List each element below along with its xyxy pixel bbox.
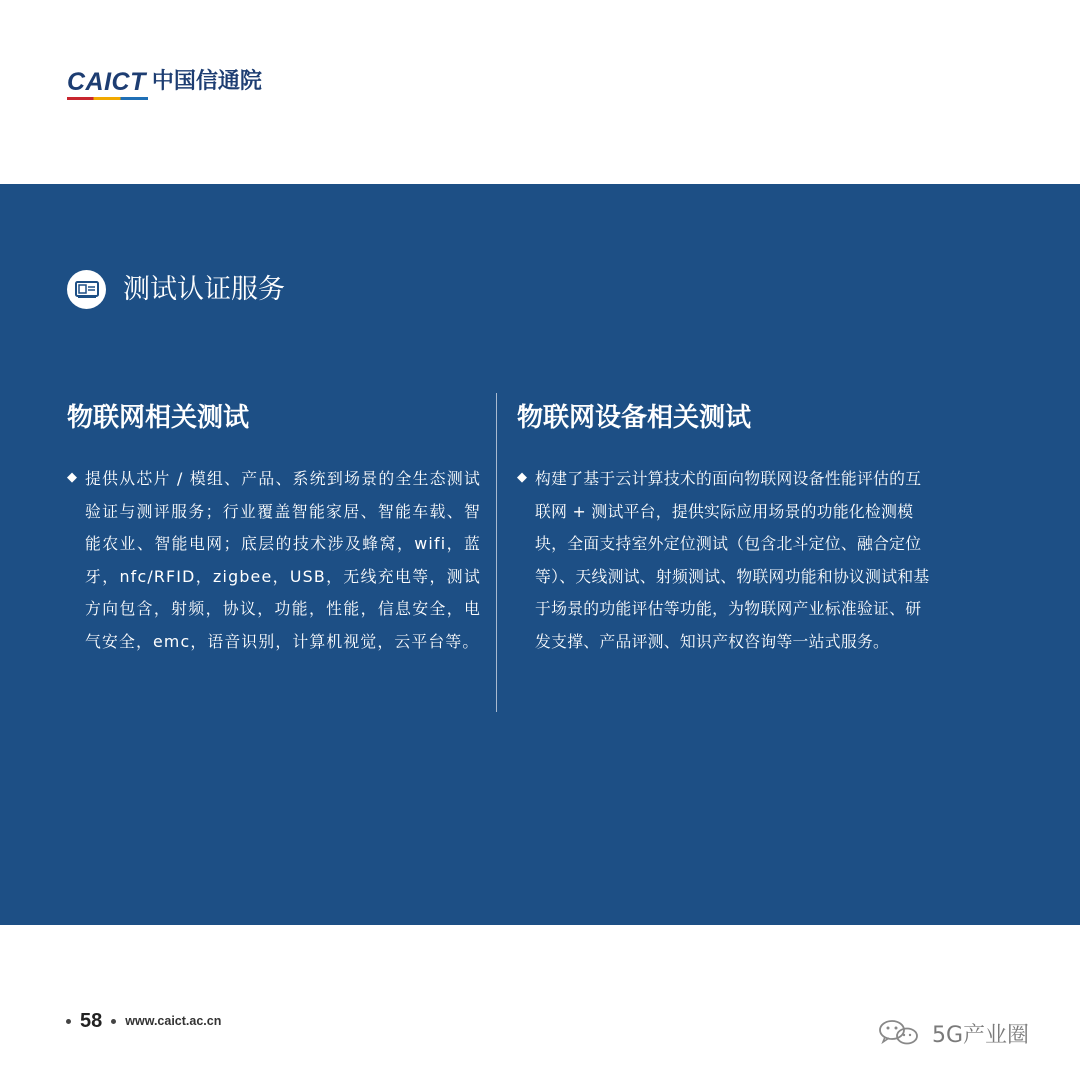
footer-dot-icon (66, 1019, 71, 1024)
watermark-text: 5G产业圈 (932, 1022, 1030, 1048)
page-number: 58 (80, 1009, 103, 1032)
left-column-title: 物联网相关测试 (67, 403, 250, 433)
page-footer (66, 1009, 221, 1033)
left-bullet-icon: ◆ (67, 470, 77, 485)
wechat-icon (876, 1018, 926, 1048)
logo-cn-text: 中国信通院 (151, 69, 262, 94)
right-column-text: 构建了基于云计算技术的面向物联网设备性能评估的互联网 + 测试平台，提供实际应用场景的功能化检测模块，全面支持室外定位测试（包含北斗定位、融合定位等）、天线测试、射频测试、物联网功能和协议测试和基于场景的功能评估等功能，为物联网产业标准验证、研发支撑、产品评测、知识产权咨询等一站式服务。 (535, 469, 930, 651)
section-title: 测试认证服务 (123, 274, 285, 305)
logo-tricolor-bar (67, 97, 148, 100)
right-bullet-icon: ◆ (517, 470, 527, 485)
certificate-icon (67, 270, 106, 309)
watermark (876, 1016, 1029, 1050)
right-column-title: 物联网设备相关测试 (517, 403, 752, 433)
left-column-text: 提供从芯片 / 模组、产品、系统到场景的全生态测试验证与测评服务；行业覆盖智能家居、智能车载、智能农业、智能电网；底层的技术涉及蜂窝，wifi，蓝牙，nfc/RFID，zigbee，USB，无线充电等，测试方向包含，射频，协议，功能，性能，信息安全，电气安全，emc，语音识别，计算机视觉，云平台等。 (85, 469, 481, 651)
caict-logo (67, 62, 262, 96)
logo-caict-text: CAICT (67, 68, 146, 96)
website-link: www.caict.ac.cn (125, 1014, 222, 1028)
column-divider (496, 393, 497, 712)
footer-dot-icon (111, 1019, 116, 1024)
